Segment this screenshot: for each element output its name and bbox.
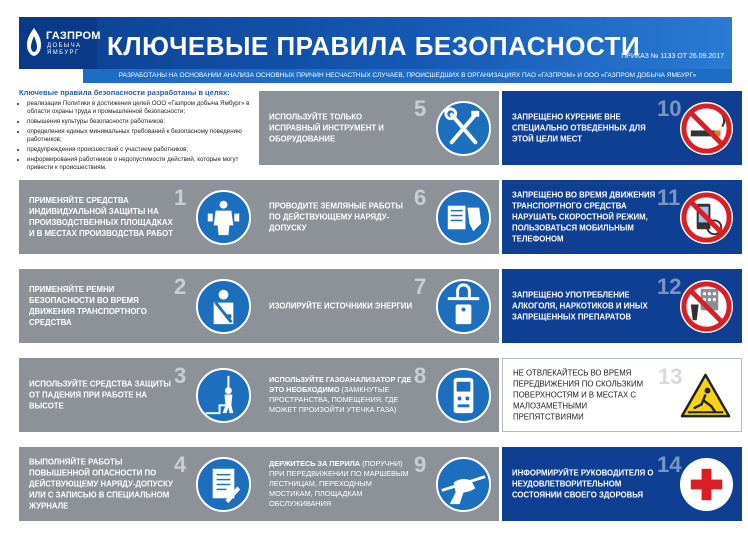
list-item: • повышения культуры безопасности работников; xyxy=(27,118,259,126)
list-item: • определения единых минимальных требований к безопасному поведению работников; xyxy=(27,128,259,144)
slippery-warning-icon xyxy=(678,369,733,424)
rule-sub-text: (ЗАМКНУТЫЕ ПРОСТРАНСТВА, ПОМЕЩЕНИЯ, ГДЕ МОЖЕТ ПРОИЗОЙТИ УТЕЧКА ГАЗА) xyxy=(269,385,399,414)
handrail-icon xyxy=(436,457,491,512)
rule-number: 13 xyxy=(658,364,683,389)
rule-main-text: ИСПОЛЬЗУЙТЕ ГАЗОАНАЛИЗАТОР ГДЕ ЭТО НЕОБХОДИМО xyxy=(269,375,412,394)
intro-heading: Ключевые правила безопасности разработаны в целях: xyxy=(19,88,230,97)
protective-clothing-icon xyxy=(196,190,251,245)
rule-text xyxy=(269,375,414,415)
rule-text: ИСПОЛЬЗУЙТЕ СРЕДСТВА ЗАЩИТЫ ОТ ПАДЕНИЯ ПРИ РАБОТЕ НА ВЫСОТЕ xyxy=(29,379,172,411)
rule-text: ПРОВОДИТЕ ЗЕМЛЯНЫЕ РАБОТЫ ПО ДЕЙСТВУЮЩЕМУ НАРЯДУ-ДОПУСКУ xyxy=(269,201,403,233)
rule-number: 2 xyxy=(174,274,187,299)
rule-text: ИЗОЛИРУЙТЕ ИСТОЧНИКИ ЭНЕРГИИ xyxy=(269,301,413,311)
logo xyxy=(19,17,101,69)
fall-protection-icon xyxy=(196,368,251,423)
seat-belt-icon xyxy=(196,279,251,334)
lockout-tag-icon xyxy=(436,279,491,334)
intro-section xyxy=(19,88,259,174)
logo-name: ГАЗПРОМ xyxy=(46,30,101,42)
rule-number: 5 xyxy=(414,96,427,121)
rule-number: 7 xyxy=(414,274,427,299)
list-item: • предупреждения происшествий с участием работников; xyxy=(27,146,259,154)
work-permit-icon xyxy=(196,457,251,512)
subtitle-bar: РАЗРАБОТАНЫ НА ОСНОВАНИИ АНАЛИЗА ОСНОВНЫХ ПРИЧИН НЕСЧАСТНЫХ СЛУЧАЕВ, ПРОИСШЕДШИХ В ОРГАНИЗАЦИЯХ ПАО «ГАЗПРОМ» И ООО «ГАЗПРОМ ДОБЫЧА ЯМБУРГ» xyxy=(83,69,732,83)
no-drugs-icon xyxy=(679,279,734,334)
page-title: КЛЮЧЕВЫЕ ПРАВИЛА БЕЗОПАСНОСТИ xyxy=(107,31,641,61)
rule-card-4 xyxy=(19,447,259,521)
rule-card-13 xyxy=(502,358,742,432)
rule-card-5 xyxy=(259,91,499,165)
rule-number: 1 xyxy=(174,185,187,210)
rule-text: ЗАПРЕЩЕНО УПОТРЕБЛЕНИЕ АЛКОГОЛЯ, НАРКОТИКОВ И ИНЫХ ЗАПРЕЩЕННЫХ ПРЕПАРАТОВ xyxy=(512,290,648,322)
rule-text: НЕ ОТВЛЕКАЙТЕСЬ ВО ВРЕМЯ ПЕРЕДВИЖЕНИЯ ПО СКОЛЬЗКИМ ПОВЕРХНОСТЯМ И В МЕСТАХ С МАЛОЗАМЕТНЫМИ ПРЕПЯТСТВИЯМИ xyxy=(513,368,644,422)
rule-text: ПРИМЕНЯЙТЕ РЕМНИ БЕЗОПАСНОСТИ ВО ВРЕМЯ ДВИЖЕНИЯ ТРАНСПОРТНОГО СРЕДСТВА xyxy=(29,285,147,327)
rule-number: 11 xyxy=(657,185,681,210)
rule-card-7 xyxy=(259,269,499,343)
rule-text: ПРИМЕНЯЙТЕ СРЕДСТВА ИНДИВИДУАЛЬНОЙ ЗАЩИТЫ НА ПРОИЗВОДСТВЕННЫХ ПЛОЩАДКАХ И В МЕСТАХ ПРОИЗВОДСТВА РАБОТ xyxy=(29,196,173,238)
rule-card-11 xyxy=(502,180,742,254)
rule-card-9 xyxy=(259,447,499,521)
rule-card-12 xyxy=(502,269,742,343)
excavation-permit-icon xyxy=(436,190,491,245)
rule-number: 4 xyxy=(174,452,187,477)
rule-card-1 xyxy=(19,180,259,254)
rule-text: ИНФОРМИРУЙТЕ РУКОВОДИТЕЛЯ О НЕУДОВЛЕТВОРИТЕЛЬНОМ СОСТОЯНИИ СВОЕГО ЗДОРОВЬЯ xyxy=(512,468,654,500)
order-number: ПРИКАЗ № 1133 ОТ 26.09.2017 xyxy=(621,53,724,60)
list-item: • информирования работников о недопустимости действий, которые могут привести к происшествиям. xyxy=(27,156,259,172)
intro-list xyxy=(19,100,259,172)
rule-card-6 xyxy=(259,180,499,254)
rule-text: ВЫПОЛНЯЙТЕ РАБОТЫ ПОВЫШЕННОЙ ОПАСНОСТИ ПО ДЕЙСТВУЮЩЕМУ НАРЯДУ-ДОПУСКУ ИЛИ С ЗАПИСЬЮ В СПЕЦИАЛЬНОМ ЖУРНАЛЕ xyxy=(29,457,173,511)
tools-icon xyxy=(436,101,491,156)
gazprom-flame-icon xyxy=(25,27,43,57)
no-smoking-icon xyxy=(679,101,734,156)
rule-card-3 xyxy=(19,358,259,432)
rule-text: ЗАПРЕЩЕНО КУРЕНИЕ ВНЕ СПЕЦИАЛЬНО ОТВЕДЕННЫХ ДЛЯ ЭТОЙ ЦЕЛИ МЕСТ xyxy=(512,112,646,144)
rule-number: 10 xyxy=(657,96,682,121)
rule-text: ИСПОЛЬЗУЙТЕ ТОЛЬКО ИСПРАВНЫЙ ИНСТРУМЕНТ И ОБОРУДОВАНИЕ xyxy=(269,112,384,144)
list-item: • реализации Политики в достижения целей ООО «Газпром добыча Ямбург» в области охраны труда и промышленной безопасности; xyxy=(27,100,259,116)
rule-number: 8 xyxy=(414,363,427,388)
no-phone-icon xyxy=(679,190,734,245)
rule-text: ЗАПРЕЩЕНО ВО ВРЕМЯ ДВИЖЕНИЯ ТРАНСПОРТНОГО СРЕДСТВА НАРУШАТЬ СКОРОСТНОЙ РЕЖИМ, ПОЛЬЗОВАТЬСЯ МОБИЛЬНЫМ ТЕЛЕФОНОМ xyxy=(512,190,656,244)
header-banner xyxy=(19,17,732,69)
rule-main-text: ДЕРЖИТЕСЬ ЗА ПЕРИЛА xyxy=(269,459,361,468)
rule-text xyxy=(269,459,414,509)
gas-analyzer-icon xyxy=(436,368,491,423)
rule-sub-text: (ПОРУЧНИ) ПРИ ПЕРЕДВИЖЕНИИ ПО МАРШЕВЫМ ЛЕСТНИЦАМ, ПЕРЕХОДНЫМ МОСТИКАМ, ПЛОЩАДКАМ ОБСЛУЖИВАНИЯ xyxy=(269,459,409,508)
logo-subname: ДОБЫЧА ЯМБУРГ xyxy=(47,43,82,56)
rule-number: 3 xyxy=(174,363,187,388)
rule-number: 12 xyxy=(657,274,682,299)
first-aid-icon xyxy=(679,457,734,512)
rule-card-10 xyxy=(502,91,742,165)
rule-card-2 xyxy=(19,269,259,343)
rule-number: 14 xyxy=(657,452,682,477)
rule-card-8 xyxy=(259,358,499,432)
rule-number: 6 xyxy=(414,185,427,210)
rule-card-14 xyxy=(502,447,742,521)
rule-number: 9 xyxy=(414,452,427,477)
